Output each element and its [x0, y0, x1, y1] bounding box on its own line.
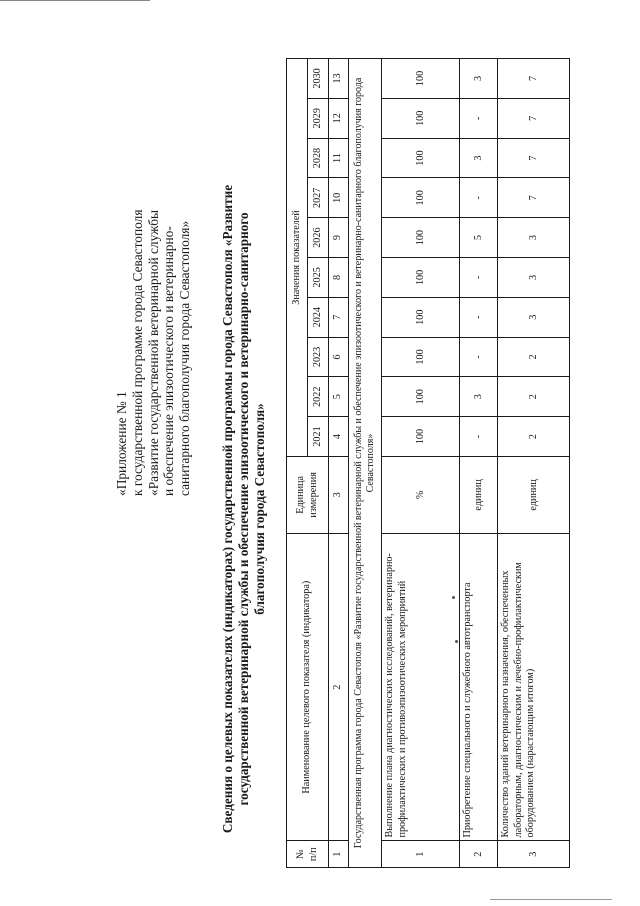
row-value: 2	[498, 377, 570, 417]
row-value: 3	[498, 297, 570, 337]
row-value: 100	[382, 337, 460, 377]
row-value: -	[460, 337, 498, 377]
program-row	[349, 59, 382, 868]
appendix-line: и обеспечение эпизоотического и ветеринарно-	[161, 226, 177, 496]
row-value: 100	[382, 59, 460, 99]
header-year: 2023	[308, 337, 329, 377]
column-index: 13	[329, 59, 349, 99]
row-name: Приобретение специального и служебного автотранспорта	[460, 533, 498, 841]
column-index: 10	[329, 178, 349, 218]
column-index: 12	[329, 98, 349, 138]
column-index: 9	[329, 218, 349, 258]
title-line: благополучия города Севастополя»	[252, 403, 267, 615]
row-unit: единиц	[460, 456, 498, 533]
row-num: 3	[498, 841, 570, 868]
appendix-line: санитарного благополучия города Севастополя»	[177, 220, 193, 496]
row-value: 7	[498, 138, 570, 178]
row-value: -	[460, 297, 498, 337]
header-year: 2024	[308, 297, 329, 337]
row-value: 100	[382, 138, 460, 178]
header-year: 2026	[308, 218, 329, 258]
indicators-table	[286, 58, 570, 868]
table-row	[382, 59, 460, 868]
row-value: 100	[382, 417, 460, 457]
header-year: 2025	[308, 258, 329, 298]
column-index: 4	[329, 417, 349, 457]
row-value: 7	[498, 59, 570, 99]
appendix-line: к государственной программе города Севастополя	[129, 209, 145, 496]
header-year: 2028	[308, 138, 329, 178]
column-index: 11	[329, 138, 349, 178]
row-value: 5	[460, 218, 498, 258]
row-num: 2	[460, 841, 498, 868]
header-unit: Единица измерения	[287, 456, 329, 533]
column-index: 7	[329, 297, 349, 337]
header-year: 2027	[308, 178, 329, 218]
row-value: 100	[382, 178, 460, 218]
row-value: 100	[382, 377, 460, 417]
appendix-line: «Приложение № 1	[114, 391, 129, 496]
table-row	[498, 59, 570, 868]
header-year: 2022	[308, 377, 329, 417]
row-value: 100	[382, 297, 460, 337]
row-value: -	[460, 98, 498, 138]
row-value: 3	[498, 258, 570, 298]
document-title	[220, 154, 268, 864]
row-value: 7	[498, 178, 570, 218]
header-row	[287, 59, 308, 868]
column-index-row	[329, 59, 349, 868]
header-name: Наименование целевого показателя (индикатора)	[287, 533, 329, 841]
program-title: Государственная программа города Севастополя «Развитие государственной ветеринарной службы и обеспечение эпизоотического и ветеринарно-санитарного благополучия города Севастополя»	[349, 59, 382, 868]
appendix-line: «Развитие государственной ветеринарной службы	[145, 209, 161, 496]
header-year: 2029	[308, 98, 329, 138]
row-value: 100	[382, 98, 460, 138]
row-value: 2	[498, 337, 570, 377]
table-row	[460, 59, 498, 868]
column-index: 5	[329, 377, 349, 417]
column-index: 8	[329, 258, 349, 298]
header-year: 2030	[308, 59, 329, 99]
appendix-note	[114, 166, 193, 496]
row-num: 1	[382, 841, 460, 868]
row-unit: %	[382, 456, 460, 533]
column-index: 2	[329, 533, 349, 841]
row-name: Выполнение плана диагностических исследований, ветеринарно-профилактических и противоэпизоотических мероприятий	[382, 533, 460, 841]
header-num: № п/п	[287, 841, 329, 868]
row-value: 7	[498, 98, 570, 138]
row-value: 3	[460, 138, 498, 178]
row-value: -	[460, 417, 498, 457]
row-value: 3	[498, 218, 570, 258]
row-value: 2	[498, 417, 570, 457]
column-index: 1	[329, 841, 349, 868]
column-index: 3	[329, 456, 349, 533]
header-year: 2021	[308, 417, 329, 457]
row-name: Количество зданий ветеринарного назначения, обеспеченных лабораторным, диагностическим и лечебно-профилактическим оборудованием (нарастающим итогом)	[498, 533, 570, 841]
row-unit: единиц	[498, 456, 570, 533]
row-value: 100	[382, 258, 460, 298]
title-line: государственной ветеринарной службы и обеспечение эпизоотического и ветеринарно-санитарного	[236, 212, 251, 806]
row-value: 100	[382, 218, 460, 258]
row-value: -	[460, 258, 498, 298]
row-value: 3	[460, 377, 498, 417]
header-values: Значения показателей	[287, 59, 308, 457]
row-value: -	[460, 178, 498, 218]
row-value: 3	[460, 59, 498, 99]
column-index: 6	[329, 337, 349, 377]
title-line: Сведения о целевых показателях (индикаторах) государственной программы города Севастополя «Развитие	[220, 184, 235, 834]
